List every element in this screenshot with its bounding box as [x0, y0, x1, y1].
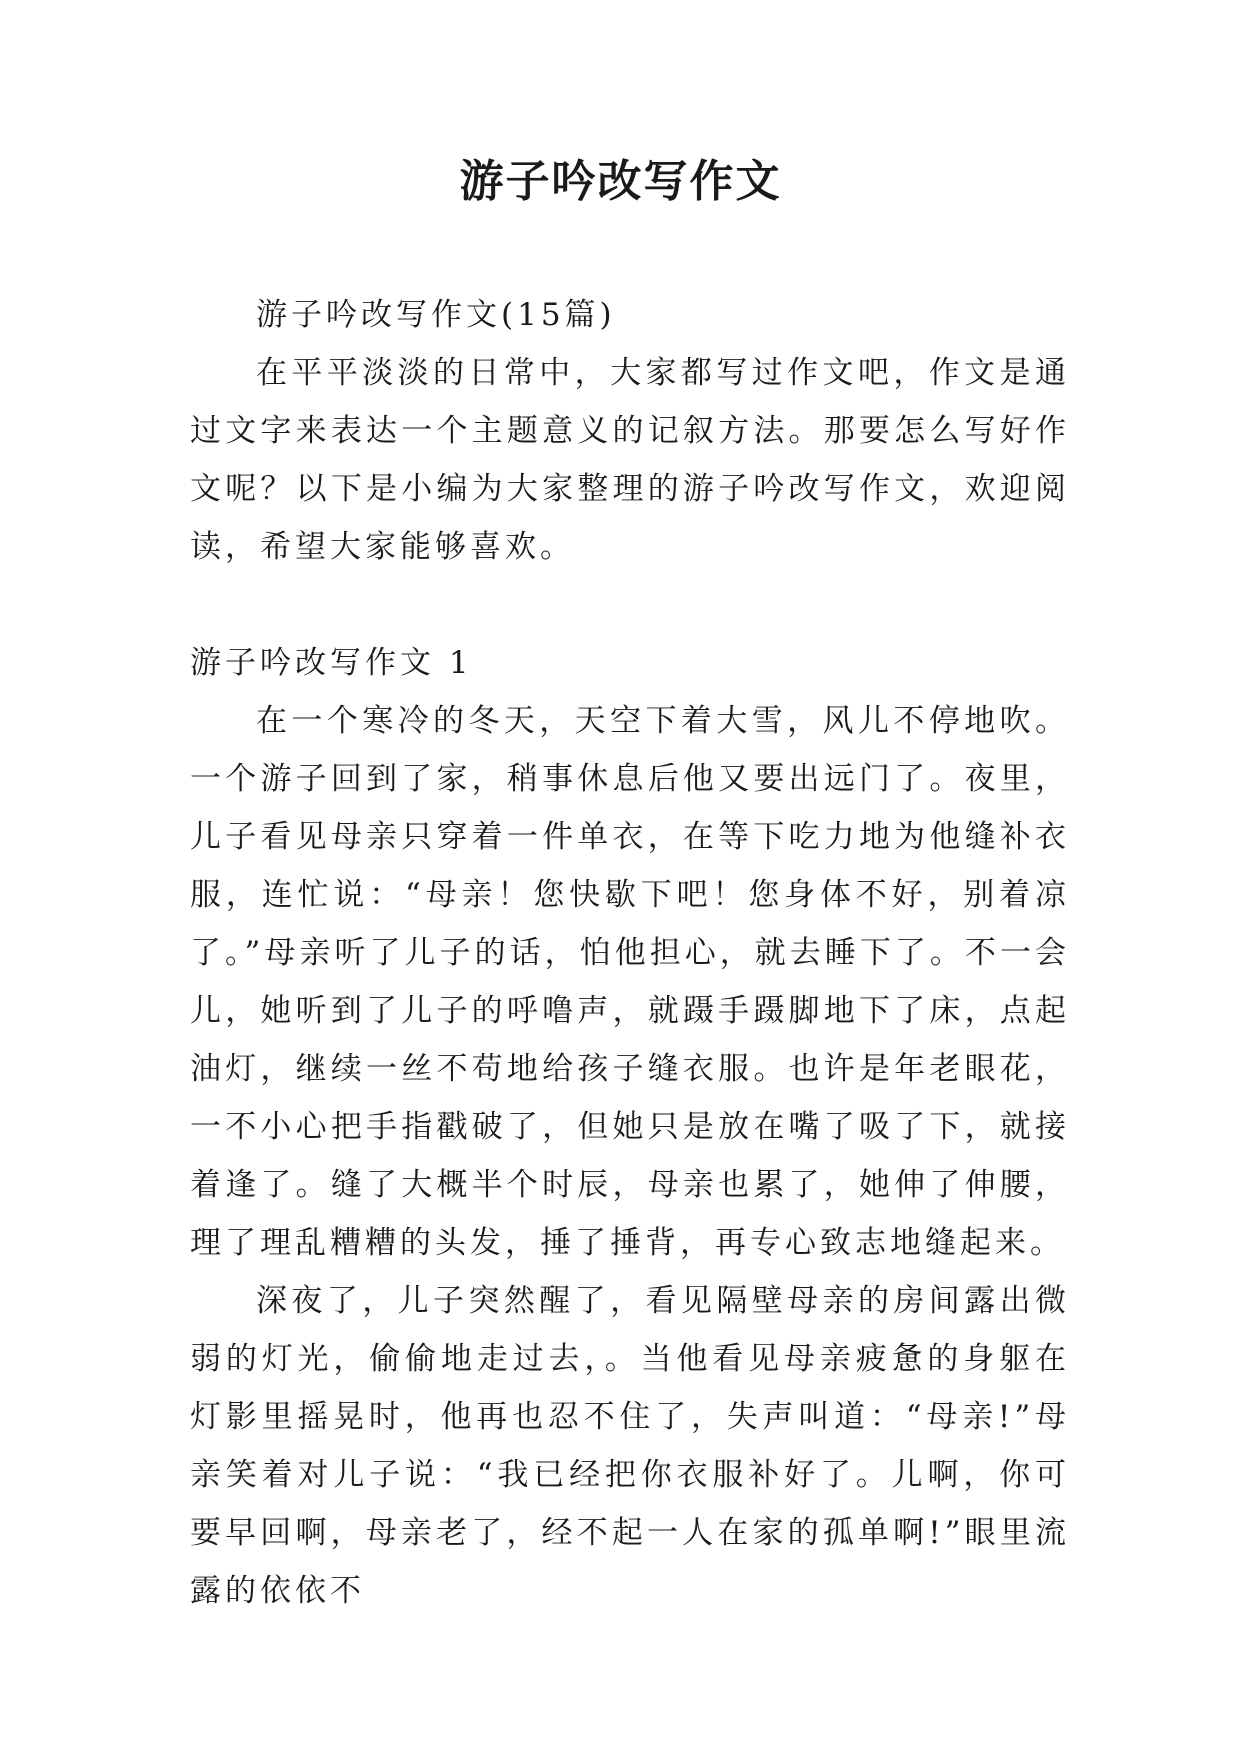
section-heading: 游子吟改写作文 1 [190, 645, 473, 681]
document-body [190, 286, 1070, 1620]
document-subtitle: 游子吟改写作文(15篇) [256, 297, 616, 333]
document-title: 游子吟改写作文 [459, 156, 782, 207]
intro-paragraph: 在平平淡淡的日常中，大家都写过作文吧，作文是通过文字来表达一个主题意义的记叙方法。那要怎么写好作文呢？以下是小编为大家整理的游子吟改写作文，欢迎阅读，希望大家能够喜欢。 [190, 355, 1070, 565]
story-paragraph-2: 深夜了，儿子突然醒了，看见隔壁母亲的房间露出微弱的灯光，偷偷地走过去，。当他看见母亲疲惫的身躯在灯影里摇晃时，他再也忍不住了，失声叫道：“母亲!”母亲笑着对儿子说：“我已经把你衣服补好了。儿啊，你可要早回啊，母亲老了，经不起一人在家的孤单啊!”眼里流露的依依不 [190, 1283, 1070, 1609]
story-paragraph-1: 在一个寒冷的冬天，天空下着大雪，风儿不停地吹。一个游子回到了家，稍事休息后他又要出远门了。夜里，儿子看见母亲只穿着一件单衣，在等下吃力地为他缝补衣服，连忙说：“母亲！您快歇下吧！您身体不好，别着凉了。”母亲听了儿子的话，怕他担心，就去睡下了。不一会儿，她听到了儿子的呼噜声，就蹑手蹑脚地下了床，点起油灯，继续一丝不苟地给孩子缝衣服。也许是年老眼花，一不小心把手指戳破了，但她只是放在嘴了吸了下，就接着逢了。缝了大概半个时辰，母亲也累了，她伸了伸腰，理了理乱糟糟的头发，捶了捶背，再专心致志地缝起来。 [190, 703, 1070, 1261]
